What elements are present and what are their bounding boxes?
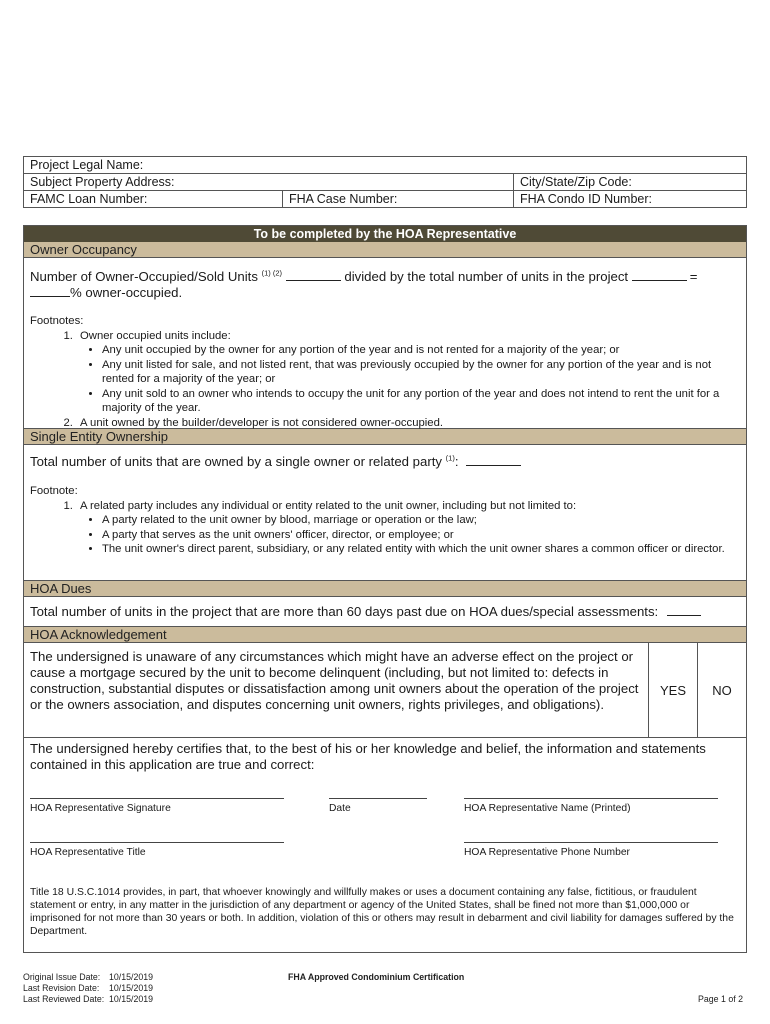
subject-property-address-label: Subject Property Address: [30, 175, 175, 189]
rep-title-line[interactable] [30, 842, 284, 843]
last-revision-label: Last Revision Date: [23, 983, 100, 993]
page-footer [23, 972, 747, 1005]
hoa-dues-header: HOA Dues [24, 580, 746, 597]
percent-owner-occupied-text: % owner-occupied. [70, 285, 183, 300]
city-state-zip-field[interactable] [514, 174, 747, 191]
fha-condo-id-field[interactable] [514, 191, 747, 208]
certification-text: The undersigned hereby certifies that, to the best of his or her knowledge and belief, the information and statements contained in this application are true and correct: [30, 741, 706, 772]
single-entity-sup: (1) [445, 453, 455, 463]
ack-yes-option[interactable] [649, 643, 698, 737]
legal-disclaimer: Title 18 U.S.C.1014 provides, in part, that whoever knowingly and willfully makes or uses a document containing any false, fictitious, or fraudulent statement or entry, in any matter in the jurisdiction of any department or agency of the United States, shall be fined not more than $1,000,000 or imprisoned for not more than 30 years or both. In addition, violation of this or others may result in debarment and civil liability for damages suffered by the Department. [30, 887, 734, 937]
project-info-table [23, 156, 747, 208]
single-entity-text: Total number of units that are owned by a single owner or related party [30, 454, 442, 469]
last-reviewed-label: Last Reviewed Date: [23, 994, 105, 1004]
ack-no-label: NO [712, 682, 732, 698]
page-number: Page 1 of 2 [698, 994, 743, 1004]
rep-signature-label: HOA Representative Signature [30, 803, 171, 814]
owner-occupancy-line [30, 269, 740, 301]
single-entity-section [24, 445, 746, 580]
footnote-label: Footnote: [30, 485, 78, 497]
last-reviewed-value: 10/15/2019 [109, 994, 154, 1004]
rep-signature-line[interactable] [30, 798, 284, 799]
original-issue-label: Original Issue Date: [23, 972, 101, 982]
fha-condo-id-label: FHA Condo ID Number: [520, 192, 652, 206]
footnote-bullet: • A party that serves as the unit owners' officer, director, or employee; or [102, 528, 740, 543]
date-label: Date [329, 803, 351, 814]
famc-loan-number-field[interactable] [24, 191, 283, 208]
hoa-dues-input[interactable] [667, 604, 701, 616]
footnote-bullet: • Any unit listed for sale, and not listed rent, that was previously occupied by the owner for any portion of the year and is not rented for a majority of the year; or [102, 358, 740, 387]
hoa-ack-text: The undersigned is unaware of any circumstances which might have an adverse effect on the project or cause a mortgage secured by the unit to become delinquent (including, but not limited to: defects in construction, substantial disputes or dissatisfaction among unit owners about the operation of the project or the owners association, and disputes concerning unit owners, rights privileges, and obligations). [24, 643, 649, 737]
footnote-bullet: • A party related to the unit owner by blood, marriage or operation or the law; [102, 513, 740, 528]
fha-case-number-field[interactable] [283, 191, 514, 208]
owner-occupancy-section [24, 258, 746, 428]
fha-case-number-label: FHA Case Number: [289, 192, 398, 206]
hoa-dues-section [24, 597, 746, 626]
form-page [23, 156, 747, 953]
rep-name-label: HOA Representative Name (Printed) [464, 803, 631, 814]
footnotes-label: Footnotes: [30, 315, 84, 327]
last-revision-value: 10/15/2019 [109, 983, 154, 993]
single-entity-footnote-list [30, 499, 740, 557]
rep-phone-line[interactable] [464, 842, 718, 843]
footnote-text: A related party includes any individual or entity related to the unit owner, including but not limited to: [80, 499, 577, 512]
footnote-item: 2. A unit owned by the builder/developer is not considered owner-occupied. [76, 416, 740, 431]
divided-by-text: divided by the total number of units in the project [344, 269, 629, 284]
footnote-bullet: • The unit owner's direct parent, subsidiary, or any related entity with which the unit owner shares a common officer or director. [102, 542, 740, 557]
equals-text: = [689, 269, 698, 284]
last-revision-date [23, 983, 747, 994]
owner-occupied-units-input[interactable] [286, 269, 341, 281]
hoa-band-title: To be completed by the HOA Representative [24, 226, 746, 242]
rep-title-label: HOA Representative Title [30, 847, 146, 858]
famc-loan-number-label: FAMC Loan Number: [30, 192, 148, 206]
percent-owner-occupied-input[interactable] [30, 285, 70, 297]
single-entity-colon: : [454, 454, 459, 469]
rep-phone-label: HOA Representative Phone Number [464, 847, 630, 858]
owner-occupied-text: Number of Owner-Occupied/Sold Units [30, 269, 258, 284]
project-legal-name-label: Project Legal Name: [30, 158, 144, 172]
ack-no-option[interactable] [698, 643, 746, 737]
subject-property-address-field[interactable] [24, 174, 514, 191]
signature-row-1 [24, 784, 746, 828]
footnote-text: Owner occupied units include: [80, 329, 231, 342]
date-line[interactable] [329, 798, 427, 799]
footnote-bullet: • Any unit occupied by the owner for any portion of the year and is not rented for a majority of the year; or [102, 343, 740, 358]
hoa-form [23, 225, 747, 953]
rep-name-line[interactable] [464, 798, 718, 799]
city-state-zip-label: City/State/Zip Code: [520, 175, 632, 189]
footnote-bullet-list [80, 343, 740, 416]
single-entity-header: Single Entity Ownership [24, 428, 746, 445]
footnote-item [76, 499, 740, 557]
single-entity-units-input[interactable] [466, 454, 521, 466]
owner-occupancy-footnotes [30, 314, 740, 430]
owner-occupancy-header: Owner Occupancy [24, 242, 746, 258]
original-issue-value: 10/15/2019 [109, 972, 154, 982]
project-legal-name-field[interactable] [24, 157, 747, 174]
footnote-bullet: • Any unit sold to an owner who intends to occupy the unit for any portion of the year and does not intend to rent the unit for a majority of the year. [102, 387, 740, 416]
single-entity-footnotes [30, 484, 740, 557]
footer-title: FHA Approved Condominium Certification [288, 972, 465, 982]
total-units-input[interactable] [632, 269, 687, 281]
hoa-ack-row [24, 643, 746, 738]
signature-row-2 [24, 828, 746, 872]
last-reviewed-date [23, 994, 747, 1005]
owner-occupancy-footnote-list [30, 329, 740, 431]
hoa-dues-text: Total number of units in the project that are more than 60 days past due on HOA dues/special assessments: [30, 604, 659, 619]
footnote-bullet-list [80, 513, 740, 557]
owner-occupied-sup: (1) (2) [261, 268, 283, 278]
hoa-ack-header: HOA Acknowledgement [24, 626, 746, 643]
ack-yes-label: YES [659, 682, 686, 698]
single-entity-line [30, 454, 740, 470]
footnote-item [76, 329, 740, 416]
